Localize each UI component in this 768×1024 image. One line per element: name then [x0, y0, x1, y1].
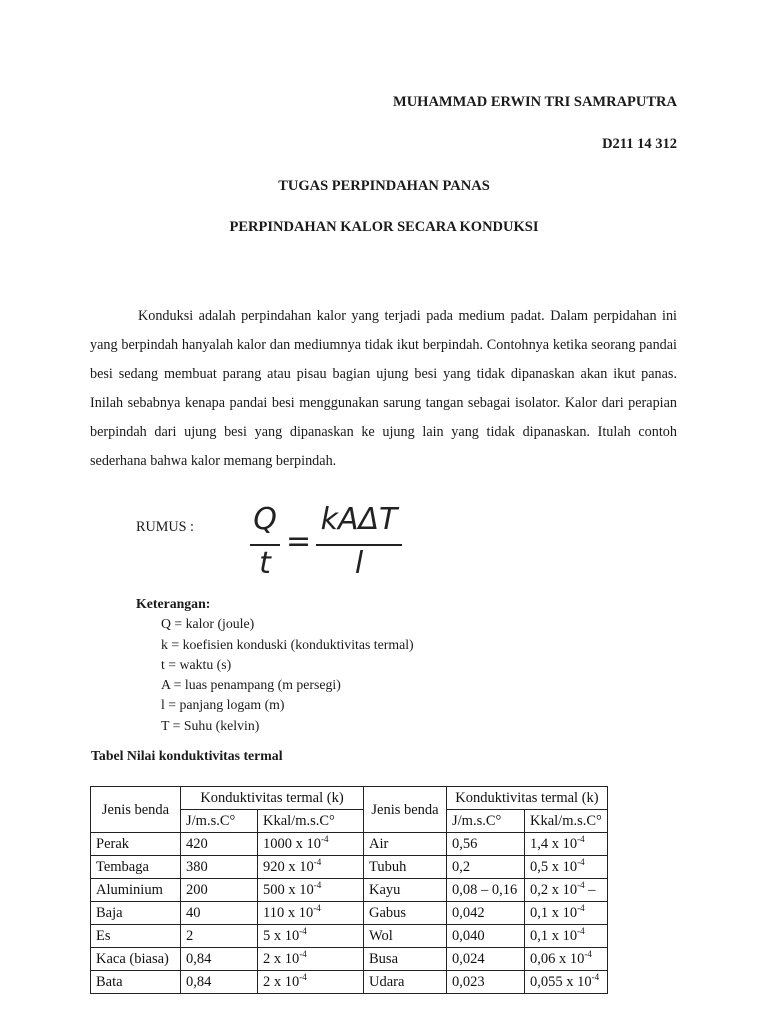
kkal-base: 0,1 x 10	[530, 905, 578, 921]
kkal-base: 2 x 10	[263, 951, 300, 967]
cell-kkal	[258, 856, 364, 879]
cell-material: Kaca (biasa)	[91, 948, 181, 971]
legend-item: l = panjang logam (m)	[161, 697, 285, 713]
kkal-exponent: -4	[313, 880, 322, 891]
intro-paragraph	[90, 302, 677, 476]
header-conductivity-right: Konduktivitas termal (k)	[447, 787, 608, 810]
cell-kkal	[525, 902, 608, 925]
cell-si: 0,84	[181, 971, 258, 994]
table-row	[91, 833, 608, 856]
kkal-exponent: -4	[299, 926, 307, 937]
cell-si: 200	[181, 879, 258, 902]
formula-equals: =	[286, 524, 312, 559]
cell-si: 0,08 – 0,16	[447, 879, 525, 902]
header-material-right: Jenis benda	[364, 787, 447, 833]
cell-si: 0,023	[447, 971, 525, 994]
cell-si: 40	[181, 902, 258, 925]
cell-kkal	[525, 925, 608, 948]
cell-kkal	[525, 856, 608, 879]
conduction-formula	[250, 502, 402, 586]
header-material-left: Jenis benda	[91, 787, 181, 833]
cell-kkal	[525, 948, 608, 971]
formula-label: RUMUS :	[136, 519, 194, 535]
cell-kkal	[258, 971, 364, 994]
cell-material: Air	[364, 833, 447, 856]
kkal-base: 0,1 x 10	[530, 928, 578, 944]
cell-material: Gabus	[364, 902, 447, 925]
cell-kkal	[258, 879, 364, 902]
author-name: MUHAMMAD ERWIN TRI SAMRAPUTRA	[393, 94, 677, 110]
cell-si: 0,84	[181, 948, 258, 971]
kkal-exponent: -4	[584, 949, 592, 960]
cell-material: Tubuh	[364, 856, 447, 879]
cell-kkal	[258, 948, 364, 971]
kkal-base: 500 x 10	[263, 882, 314, 898]
assignment-title: TUGAS PERPINDAHAN PANAS	[278, 178, 490, 194]
kkal-exponent: -4	[321, 834, 329, 845]
cell-kkal	[258, 833, 364, 856]
kkal-base: 1,4 x 10	[530, 836, 578, 852]
legend-item: T = Suhu (kelvin)	[161, 717, 260, 733]
table-row	[91, 879, 608, 902]
cell-si: 2	[181, 925, 258, 948]
header-unit-si-right: J/m.s.C°	[447, 810, 525, 833]
kkal-exponent: -4	[591, 972, 600, 983]
header-unit-kkal-left: Kkal/m.s.C°	[258, 810, 364, 833]
cell-si: 0,56	[447, 833, 525, 856]
table-row	[91, 971, 608, 994]
header-unit-si-left: J/m.s.C°	[181, 810, 258, 833]
cell-material: Bata	[91, 971, 181, 994]
cell-material: Wol	[364, 925, 447, 948]
legend-title: Keterangan:	[136, 596, 211, 611]
kkal-base: 0,06 x 10	[530, 951, 585, 967]
legend-item: k = koefisien konduski (konduktivitas termal)	[161, 636, 414, 652]
table-row	[91, 948, 608, 971]
cell-si: 0,024	[447, 948, 525, 971]
formula-rhs-numerator: kAΔT	[320, 502, 398, 537]
kkal-exponent: -4	[577, 880, 585, 891]
cell-kkal	[525, 879, 608, 902]
kkal-base: 920 x 10	[263, 859, 314, 875]
table-header-row	[91, 787, 608, 810]
student-id: D211 14 312	[602, 136, 677, 152]
header-unit-kkal-right: Kkal/m.s.C°	[525, 810, 608, 833]
cell-si: 0,040	[447, 925, 525, 948]
header-conductivity-left: Konduktivitas termal (k)	[181, 787, 364, 810]
cell-material: Perak	[91, 833, 181, 856]
cell-material: Busa	[364, 948, 447, 971]
cell-material: Kayu	[364, 879, 447, 902]
kkal-base: 0,2 x 10	[530, 882, 578, 898]
kkal-exponent: -4	[577, 903, 585, 914]
formula-lhs-numerator: Q	[253, 502, 277, 537]
cell-kkal	[525, 833, 608, 856]
formula-rhs-denominator: l	[354, 546, 364, 581]
kkal-base: 5 x 10	[263, 928, 300, 944]
kkal-base: 0,055 x 10	[530, 974, 592, 990]
cell-si: 420	[181, 833, 258, 856]
formula-lhs-denominator: t	[259, 546, 271, 581]
cell-material: Aluminium	[91, 879, 181, 902]
kkal-base: 2 x 10	[263, 974, 300, 990]
cell-material: Udara	[364, 971, 447, 994]
cell-si: 0,042	[447, 902, 525, 925]
paragraph-text: Konduksi adalah perpindahan kalor yang terjadi pada medium padat. Dalam perpidahan ini yang berpindah hanyalah kalor dan mediumnya tidak ikut berpindah. Contohnya ketika seorang pandai besi sedang membuat parang atau pisau bagian ujung besi yang tidak dipanaskan akan ikut panas. Inilah sebabnya kenapa pandai besi menggunakan sarung tangan sebagai isolator. Kalor dari perapian berpindah dari ujung besi yang dipanaskan ke ujung lain yang tidak dipanaskan. Itulah contoh sederhana bahwa kalor memang berpindah.	[90, 308, 677, 469]
kkal-exponent: -4	[577, 834, 585, 845]
table-caption: Tabel Nilai konduktivitas termal	[91, 748, 283, 763]
cell-material: Baja	[91, 902, 181, 925]
topic-title: PERPINDAHAN KALOR SECARA KONDUKSI	[229, 219, 539, 235]
kkal-exponent: -4	[299, 972, 307, 983]
kkal-base: 110 x 10	[263, 905, 314, 921]
kkal-exponent: -4	[313, 903, 321, 914]
kkal-base: 0,5 x 10	[530, 859, 578, 875]
kkal-base: 1000 x 10	[263, 836, 321, 852]
kkal-tail: –	[584, 882, 596, 898]
table-row	[91, 902, 608, 925]
cell-material: Tembaga	[91, 856, 181, 879]
cell-material: Es	[91, 925, 181, 948]
table-row	[91, 925, 608, 948]
kkal-exponent: -4	[299, 949, 307, 960]
cell-si: 0,2	[447, 856, 525, 879]
cell-kkal	[258, 925, 364, 948]
cell-kkal	[258, 902, 364, 925]
kkal-exponent: -4	[577, 857, 585, 868]
legend-item: Q = kalor (joule)	[161, 616, 255, 632]
legend-block	[136, 594, 414, 736]
table-row	[91, 856, 608, 879]
cell-kkal	[525, 971, 608, 994]
conductivity-table	[90, 786, 608, 994]
legend-item: A = luas penampang (m persegi)	[161, 677, 341, 693]
kkal-exponent: -4	[313, 857, 322, 868]
kkal-exponent: -4	[577, 926, 585, 937]
legend-item: t = waktu (s)	[161, 656, 232, 672]
cell-si: 380	[181, 856, 258, 879]
